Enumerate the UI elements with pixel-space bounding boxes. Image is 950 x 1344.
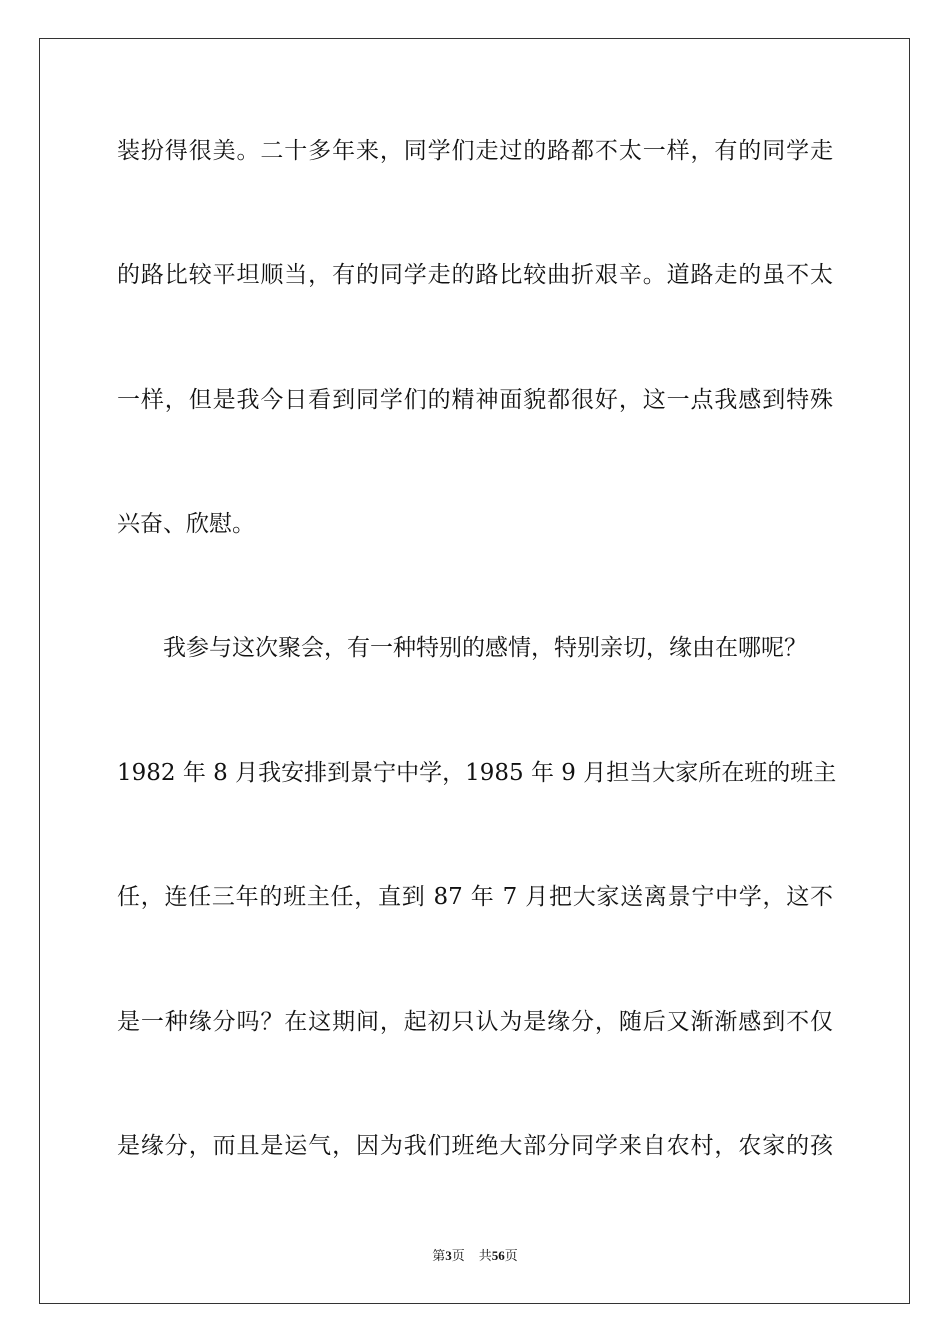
body-line-3: 一样，但是我今日看到同学们的精神面貌都很好，这一点我感到特殊 bbox=[117, 387, 833, 413]
body-line-1: 装扮得很美。二十多年来，同学们走过的路都不太一样，有的同学走 bbox=[117, 138, 833, 164]
footer-total-suffix: 页 bbox=[504, 1249, 518, 1264]
body-line-9: 是缘分，而且是运气，因为我们班绝大部分同学来自农村，农家的孩 bbox=[117, 1133, 833, 1159]
body-line-2: 的路比较平坦顺当，有的同学走的路比较曲折艰辛。道路走的虽不太 bbox=[117, 262, 833, 288]
body-line-4: 兴奋、欣慰。 bbox=[117, 511, 255, 537]
footer-total-prefix: 共 bbox=[478, 1249, 492, 1264]
body-line-7: 任，连任三年的班主任，直到 87 年 7 月把大家送离景宁中学，这不 bbox=[117, 884, 833, 910]
footer-page-suffix: 页 bbox=[451, 1249, 465, 1264]
body-line-8: 是一种缘分吗？在这期间，起初只认为是缘分，随后又渐渐感到不仅 bbox=[117, 1009, 833, 1035]
page-frame bbox=[39, 38, 910, 1304]
footer-total-pages: 56 bbox=[491, 1248, 505, 1263]
page-footer bbox=[0, 1247, 950, 1266]
body-line-6: 1982 年 8 月我安排到景宁中学，1985 年 9 月担当大家所在班的班主 bbox=[117, 760, 837, 786]
footer-prefix: 第 bbox=[432, 1249, 446, 1264]
body-line-5: 我参与这次聚会，有一种特别的感情，特别亲切，缘由在哪呢？ bbox=[163, 635, 807, 661]
footer-current-page: 3 bbox=[445, 1248, 452, 1263]
